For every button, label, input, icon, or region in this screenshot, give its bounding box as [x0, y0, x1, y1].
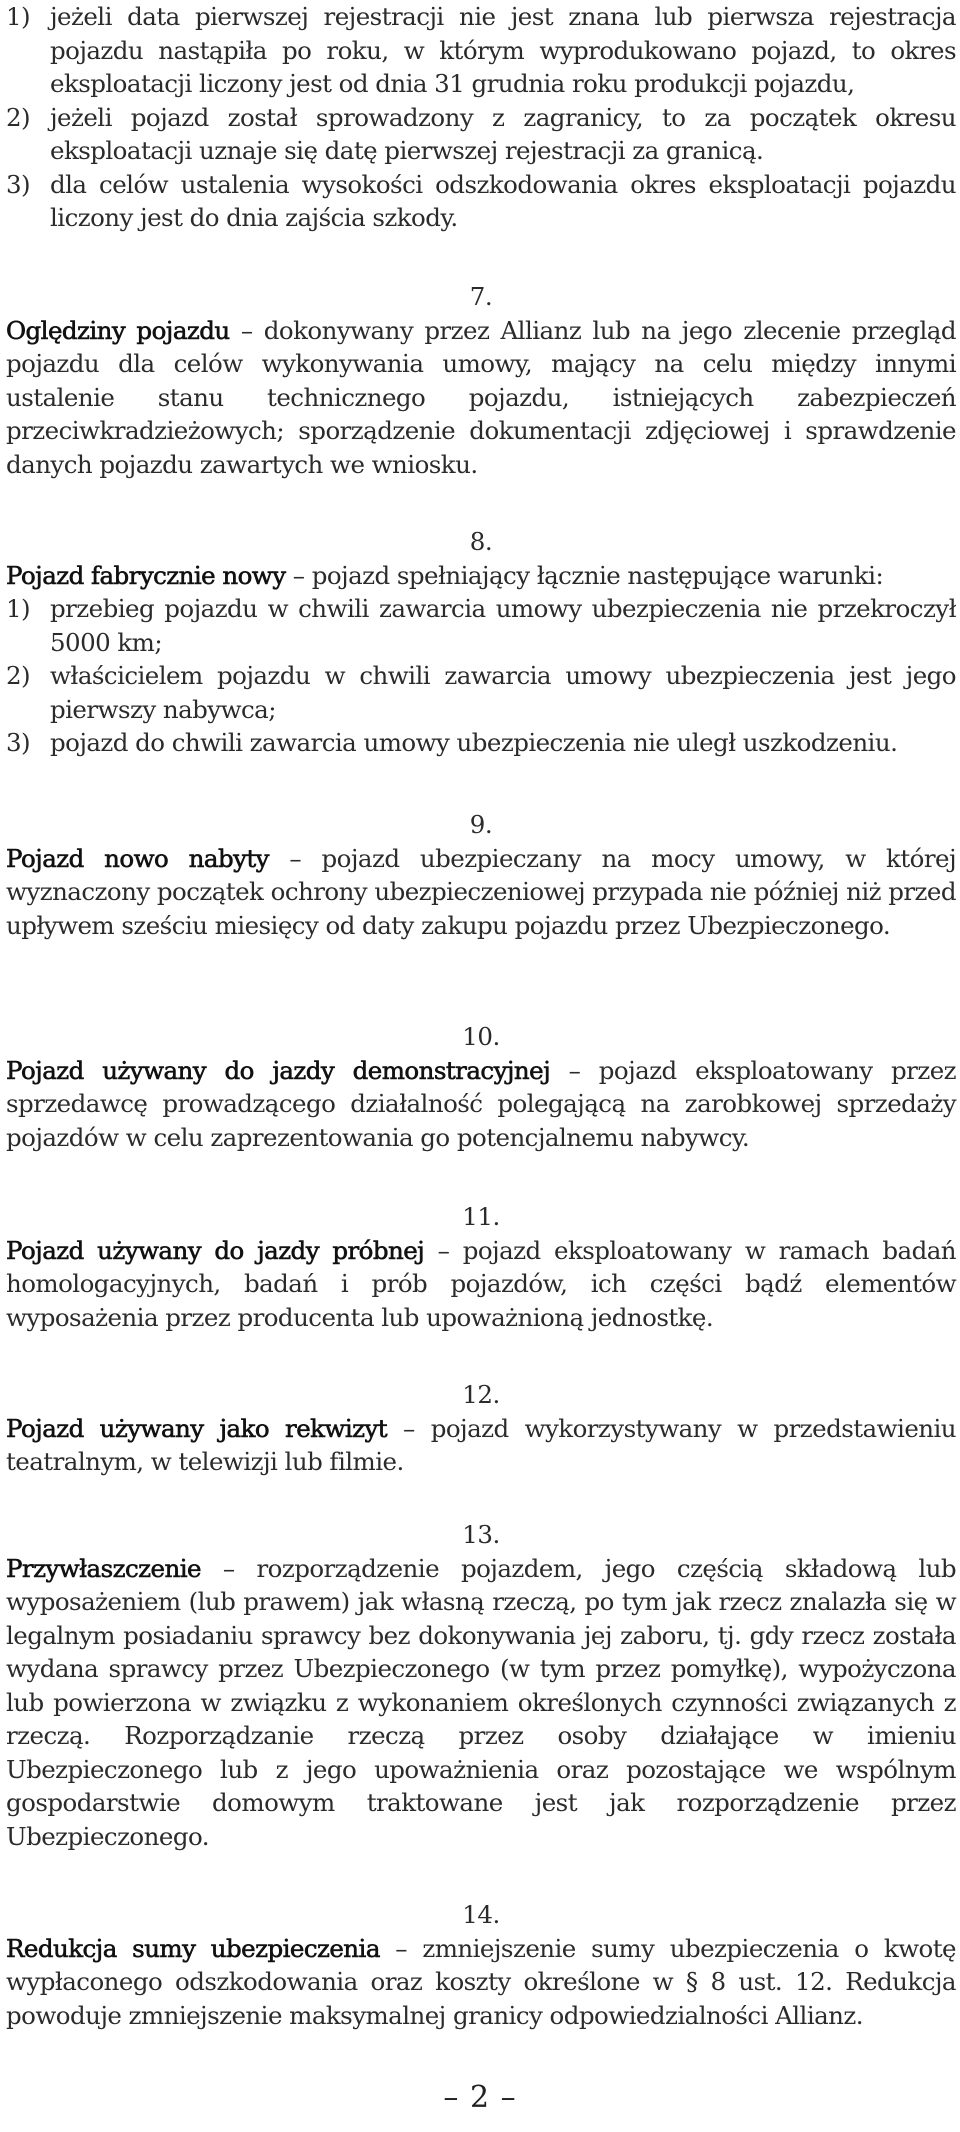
section-8 — [6, 525, 956, 760]
list-item-text: jeżeli pojazd został sprowadzony z zagranicy, to za początek okresu eksploatacji uznaje się datę pierwszej rejestracji za granicą. — [50, 102, 956, 165]
section-paragraph — [6, 559, 956, 593]
section-7 — [6, 280, 956, 481]
section-number: 11. — [462, 1202, 500, 1231]
section-paragraph — [6, 1054, 956, 1155]
document-page — [6, 0, 956, 2132]
defined-term: Przywłaszczenie — [6, 1553, 201, 1583]
list-item-number: 2) — [6, 661, 31, 690]
intro-list — [6, 0, 956, 235]
section-paragraph — [6, 1234, 956, 1335]
section-number: 7. — [469, 282, 493, 311]
section-9 — [6, 808, 956, 942]
section-paragraph — [6, 1412, 956, 1479]
section-13 — [6, 1518, 956, 1853]
list-item-number: 3) — [6, 728, 31, 757]
list-item-text: dla celów ustalenia wysokości odszkodowania okres eksploatacji pojazdu liczony jest do dnia zajścia szkody. — [50, 169, 956, 232]
list-item — [6, 726, 956, 760]
list-item — [6, 168, 956, 235]
list-item-number: 2) — [6, 102, 31, 132]
defined-term: Pojazd fabrycznie nowy — [6, 560, 286, 590]
section-number: 9. — [469, 810, 493, 839]
definition-text: – zmniejszenie sumy ubezpieczenia o kwotę wypłaconego odszkodowania oraz koszty określone w § 8 ust. 12. Redukcja powoduje zmniejszenie maksymalnej granicy odpowiedzialności Allianz. — [6, 1933, 956, 2030]
list-item-number: 1) — [6, 594, 31, 623]
list-item-text: pojazd do chwili zawarcia umowy ubezpieczenia nie uległ uszkodzeniu. — [50, 728, 898, 757]
list-item-text: właścicielem pojazdu w chwili zawarcia umowy ubezpieczenia jest jego pierwszy nabywca; — [50, 661, 956, 724]
defined-term: Pojazd używany jako rekwizyt — [6, 1413, 388, 1443]
defined-term: Oględziny pojazdu — [6, 315, 230, 345]
section-paragraph — [6, 842, 956, 943]
definition-text: – pojazd ubezpieczany na mocy umowy, w której wyznaczony początek ochrony ubezpieczeniowej przypada nie później niż przed upływem sześciu miesięcy od daty zakupu pojazdu przez Ubezpieczonego. — [6, 843, 956, 940]
list-item-text: przebieg pojazdu w chwili zawarcia umowy ubezpieczenia nie przekroczył 5000 km; — [50, 594, 956, 657]
definition-text: – pojazd wykorzystywany w przedstawieniu teatralnym, w telewizji lub filmie. — [6, 1413, 957, 1476]
defined-term: Pojazd używany do jazdy demonstracyjnej — [6, 1055, 551, 1085]
section-paragraph — [6, 1932, 956, 2033]
definition-text: – pojazd eksploatowany w ramach badań homologacyjnych, badań i prób pojazdów, ich części bądź elementów wyposażenia przez producenta lub upoważnioną jednostkę. — [6, 1235, 956, 1332]
section-14 — [6, 1898, 956, 2032]
section-paragraph — [6, 1552, 956, 1854]
section-12 — [6, 1378, 956, 1479]
definition-text: – dokonywany przez Allianz lub na jego zlecenie przegląd pojazdu dla celów wykonywania umowy, mający na celu między innymi ustalenie stanu technicznego pojazdu, istniejących zabezpieczeń przeciwkradzieżowych; sporządzenie dokumentacji zdjęciowej i sprawdzenie danych pojazdu zawartych we wniosku. — [6, 315, 956, 479]
section-number: 8. — [469, 527, 493, 556]
list-item — [6, 0, 956, 101]
definition-text: – pojazd eksploatowany przez sprzedawcę prowadzącego działalność polegającą na zarobkowej sprzedaży pojazdów w celu zaprezentowania go potencjalnemu nabywcy. — [6, 1055, 957, 1152]
page-number: – 2 – — [443, 2080, 517, 2115]
list-item — [6, 101, 956, 168]
defined-term: Pojazd nowo nabyty — [6, 843, 269, 873]
definition-text: – rozporządzenie pojazdem, jego częścią składową lub wyposażeniem (lub prawem) jak własną rzeczą, po tym jak rzecz znalazła się w legalnym posiadaniu sprawcy bez dokonywania jej zaboru, tj. gdy rzecz została wydana sprawcy przez Ubezpieczonego (w tym przez pomyłkę), wypożyczona lub powierzona w związku z wykonaniem określonych czynności związanych z rzeczą. Rozporządzanie rzeczą przez osoby działające w imieniu Ubezpieczonego lub z jego upoważnienia oraz pozostające we wspólnym gospodarstwie domowym traktowane jest jak rozporządzenie przez Ubezpieczonego. — [6, 1553, 956, 1851]
list-item-text: jeżeli data pierwszej rejestracji nie jest znana lub pierwsza rejestracja pojazdu nastąpiła po roku, w którym wyprodukowano pojazd, to okres eksploatacji liczony jest od dnia 31 grudnia roku produkcji pojazdu, — [50, 2, 956, 98]
section-10 — [6, 1020, 956, 1154]
section-number: 12. — [462, 1380, 500, 1409]
list-item — [6, 592, 956, 659]
defined-term: Redukcja sumy ubezpieczenia — [6, 1933, 380, 1963]
section-number: 13. — [462, 1520, 500, 1549]
list-item-number: 1) — [6, 2, 31, 31]
section-number: 14. — [462, 1900, 500, 1929]
section-paragraph — [6, 314, 956, 482]
list-item — [6, 659, 956, 726]
definition-text: – pojazd spełniający łącznie następujące warunki: — [285, 560, 884, 590]
list-item-number: 3) — [6, 169, 31, 199]
section-11 — [6, 1200, 956, 1334]
section-number: 10. — [462, 1022, 500, 1051]
defined-term: Pojazd używany do jazdy próbnej — [6, 1235, 425, 1265]
